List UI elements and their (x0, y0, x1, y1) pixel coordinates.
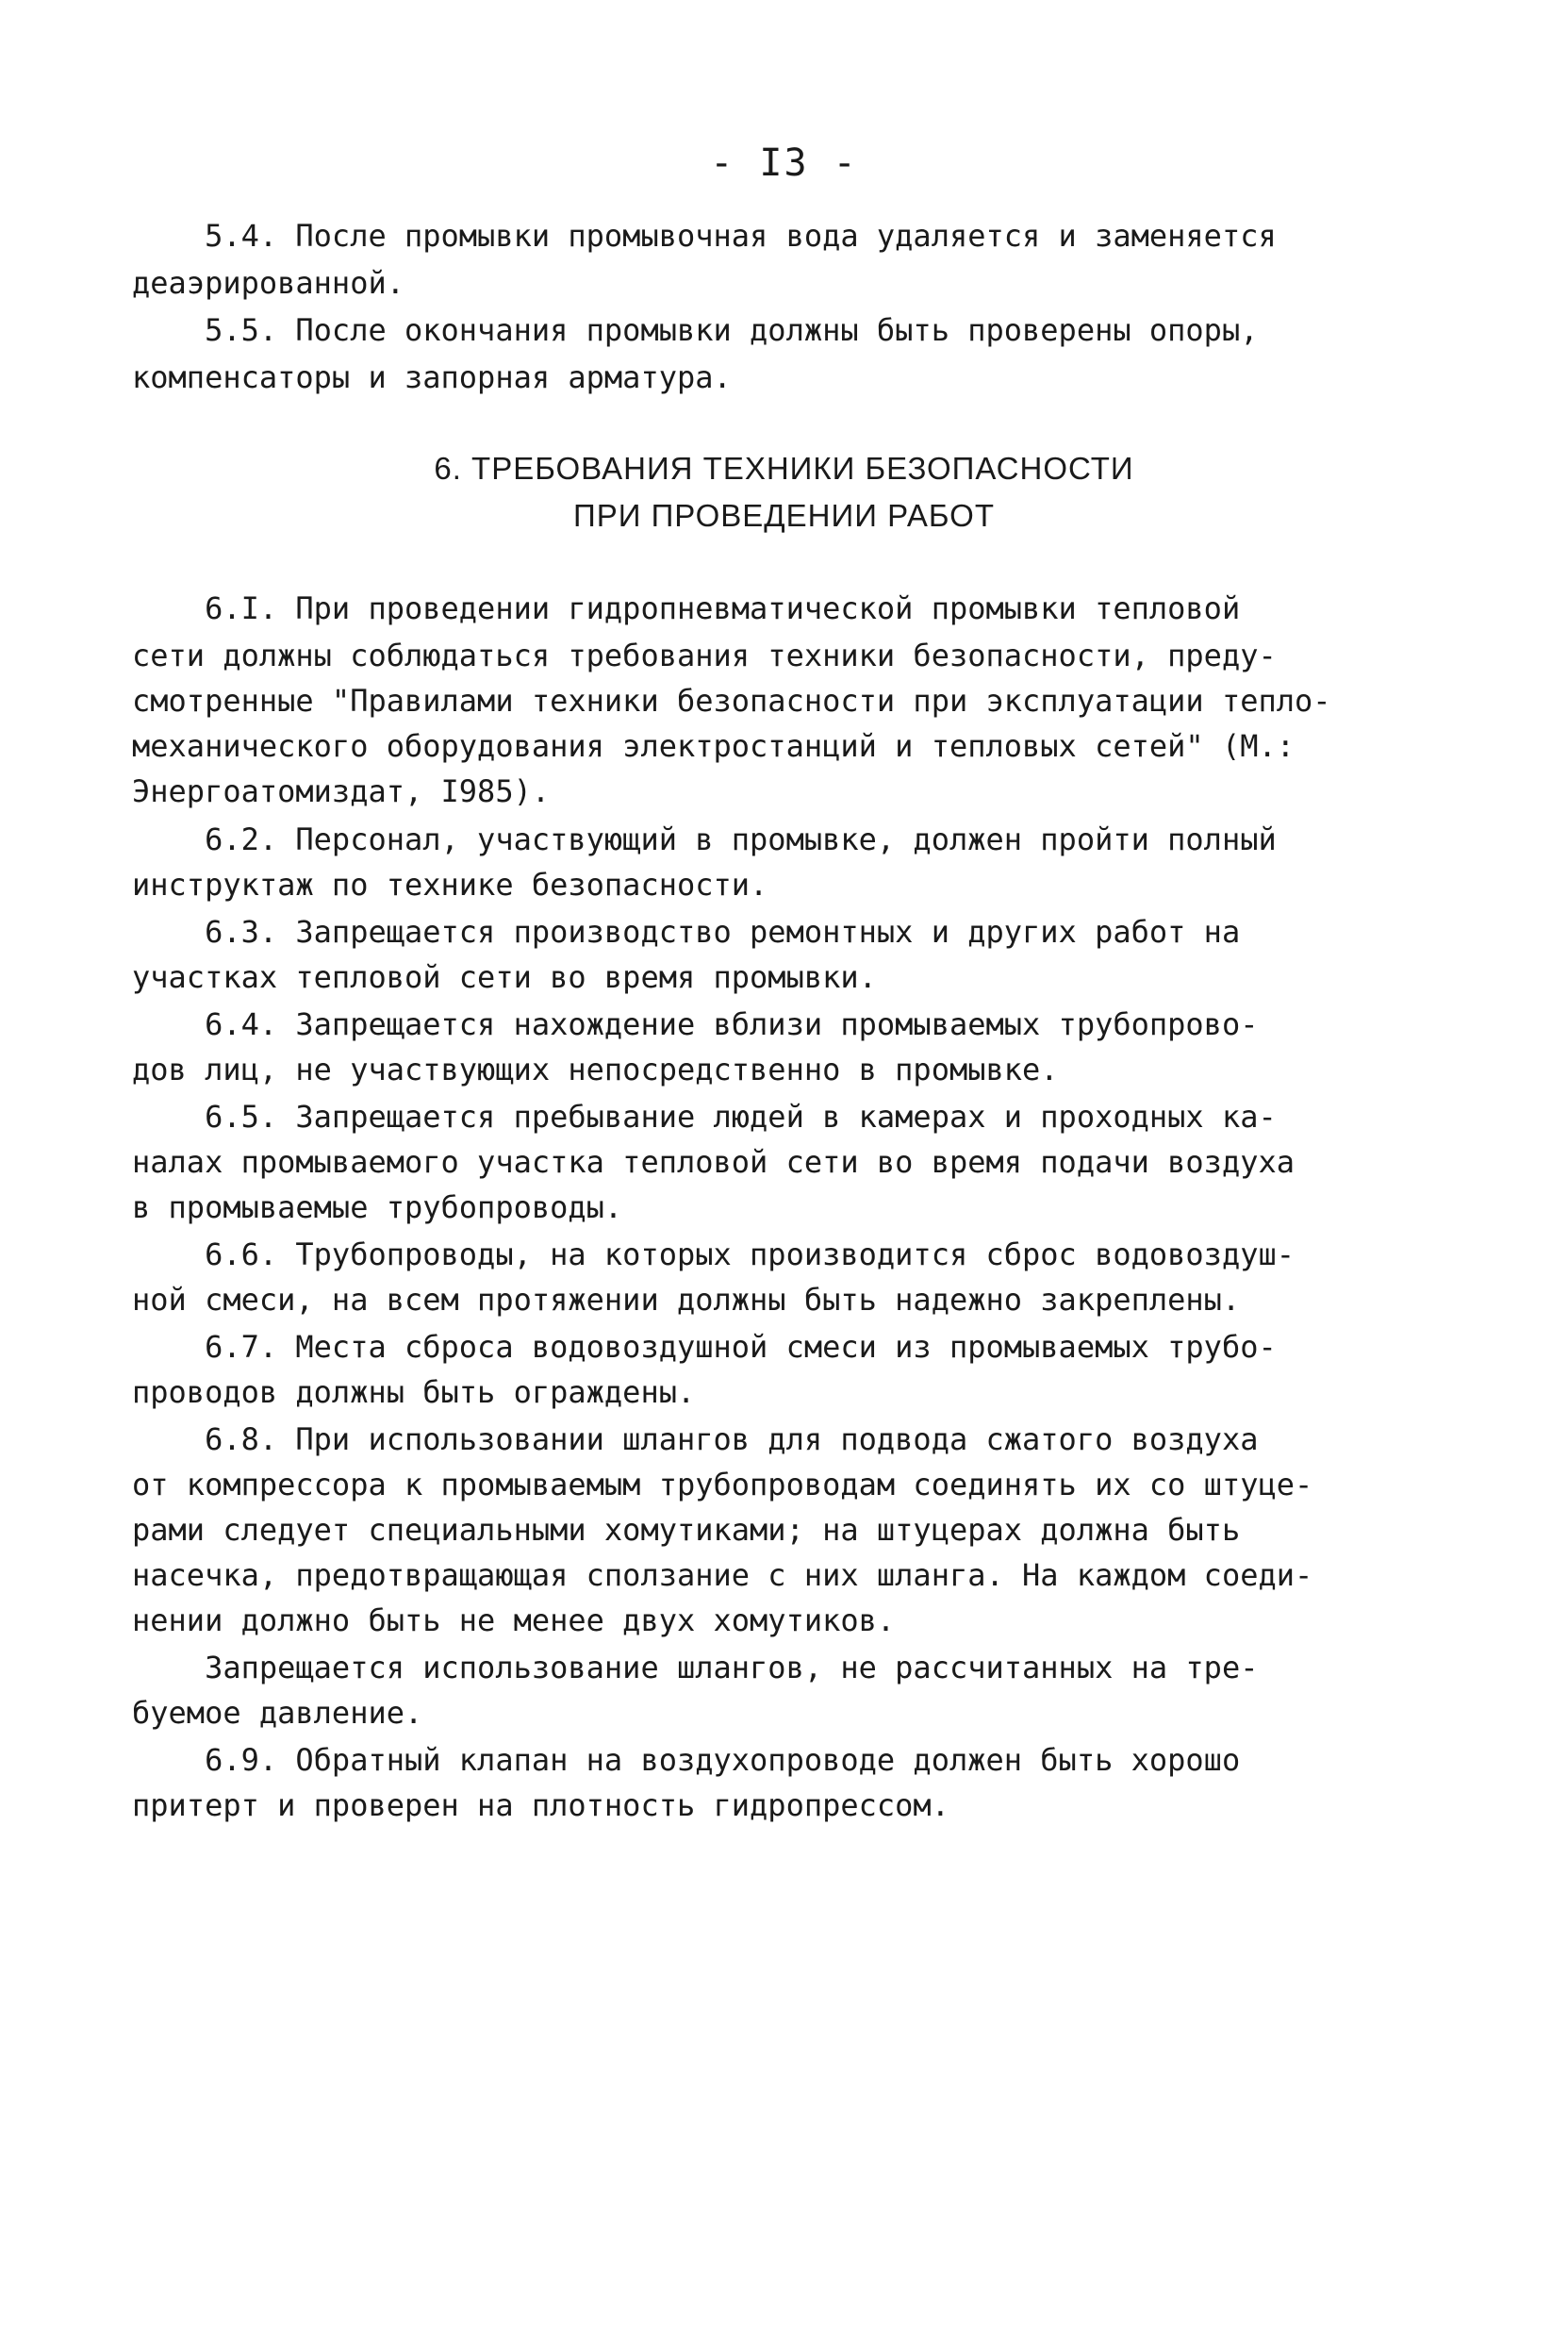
text-line: рами следует специальными хомутиками; на штуцерах должна быть (132, 1512, 1241, 1548)
text-line: насечка, предотвращающая сползание с них шланга. На каждом соеди- (132, 1557, 1313, 1593)
text-line: от компрессора к промываемым трубопроводам соединять их со штуце- (132, 1467, 1313, 1502)
text-line: Запрещается использование шлангов, не рассчитанных на тре- (132, 1650, 1259, 1685)
text-line: 5.5. После окончания промывки должны быть проверены опоры, (132, 312, 1259, 348)
text-line: 6.8. При использовании шлангов для подвода сжатого воздуха (132, 1421, 1259, 1457)
text-line: в промываемые трубопроводы. (132, 1189, 623, 1225)
text-line: 6.5. Запрещается пребывание людей в камерах и проходных ка- (132, 1099, 1277, 1135)
text-line: 6.4. Запрещается нахождение вблизи промываемых трубопрово- (132, 1006, 1259, 1042)
text-line: механического оборудования электростанций и тепловых сетей" (М.: (132, 728, 1295, 764)
text-line: дов лиц, не участвующих непосредственно в промывке. (132, 1052, 1059, 1087)
text-line: 6.3. Запрещается производство ремонтных и других работ на (132, 914, 1241, 950)
text-line: 6.2. Персонал, участвующий в промывке, должен пройти полный (132, 821, 1277, 857)
text-line: 5.4. После промывки промывочная вода удаляется и заменяется (132, 218, 1277, 254)
text-line: налах промываемого участка тепловой сети во время подачи воздуха (132, 1144, 1295, 1180)
text-line: притерт и проверен на плотность гидропрессом. (132, 1787, 949, 1823)
text-line: проводов должны быть ограждены. (132, 1374, 696, 1410)
text-line: деаэрированной. (132, 265, 404, 301)
text-line: нении должно быть не менее двух хомутиков. (132, 1602, 896, 1638)
text-line: 6.6. Трубопроводы, на которых производится сброс водовоздуш- (132, 1236, 1295, 1272)
text-line: смотренные "Правилами техники безопасности при эксплуатации тепло- (132, 683, 1331, 719)
page-number: - I3 - (710, 141, 858, 185)
text-line: 6.I. При проведении гидропневматической промывки тепловой (132, 590, 1241, 626)
text-line: Энергоатомиздат, I985). (132, 773, 551, 809)
text-line: 6.9. Обратный клапан на воздухопроводе должен быть хорошо (132, 1742, 1241, 1778)
section-6-heading-line2: ПРИ ПРОВЕДЕНИИ РАБОТ (572, 498, 996, 533)
text-line: буемое давление. (132, 1695, 423, 1731)
text-line: 6.7. Места сброса водовоздушной смеси из промываемых трубо- (132, 1329, 1277, 1365)
section-6-heading-line1: 6. ТРЕБОВАНИЯ ТЕХНИКИ БЕЗОПАСНОСТИ (434, 451, 1134, 486)
text-line: сети должны соблюдаться требования техники безопасности, преду- (132, 638, 1277, 673)
text-line: участках тепловой сети во время промывки. (132, 959, 877, 995)
text-line: компенсаторы и запорная арматура. (132, 359, 732, 395)
text-line: инструктаж по технике безопасности. (132, 867, 768, 903)
text-line: ной смеси, на всем протяжении должны быть надежно закреплены. (132, 1282, 1241, 1318)
